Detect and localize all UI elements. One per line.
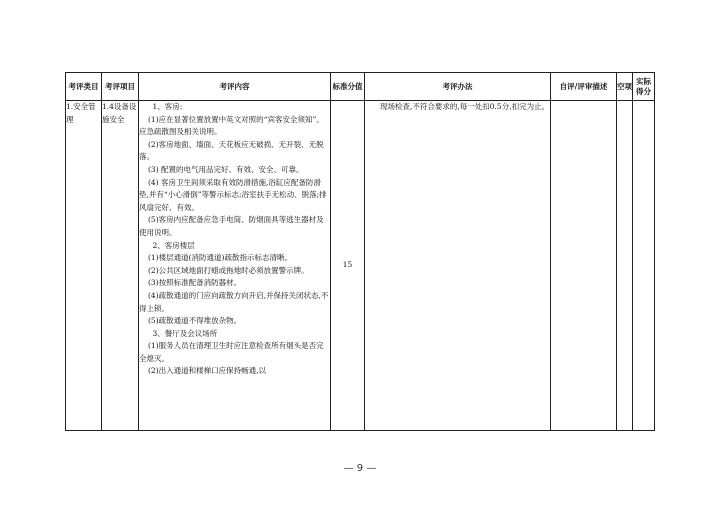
cell-category: 1.安全管理 <box>66 101 102 431</box>
header-item: 考评项目 <box>102 73 139 101</box>
cell-content <box>139 101 331 431</box>
cell-method <box>365 101 551 431</box>
header-actual: 实际得分 <box>633 73 655 101</box>
header-score: 标准分值 <box>331 73 365 101</box>
page-number: — 9 — <box>343 463 377 474</box>
method-text: 现场检查,不符合要求的,每一处扣0.5分,扣完为止。 <box>380 102 550 111</box>
header-blank: 空项 <box>617 73 633 101</box>
header-category: 考评类目 <box>66 73 102 101</box>
content-line: (3)按照标准配备消防器材。 <box>148 278 242 288</box>
content-line: (3) 配置的电气用品完好、有效、安全、可靠。 <box>148 164 304 174</box>
cell-score: 15 <box>331 101 365 431</box>
content-line: (5)客房内应配备应急手电筒、防烟面具等逃生器材及使用说明。 <box>139 215 324 237</box>
content-section-heading: 2、客房楼层 <box>152 240 195 250</box>
content-section-heading: 1、客房: <box>152 102 183 111</box>
content-line: (4)疏散通道的门应向疏散方向开启,并保持关闭状态,不得上锁。 <box>139 290 329 313</box>
cell-item: 1.4设备设施安全 <box>102 101 139 431</box>
content-line: (5)疏散通道不得堆放杂物。 <box>148 316 242 326</box>
cell-self-eval[interactable] <box>551 101 617 431</box>
evaluation-table <box>65 72 655 431</box>
content-line: (1)应在显著位置放置中英文对照的“宾客安全须知”、应急疏散图及相关说明。 <box>139 114 324 137</box>
content-list <box>139 101 330 378</box>
table-header-row <box>66 73 655 101</box>
content-line: (2)客房地面、墙面、天花板应无破损、无开裂、无脱落。 <box>139 139 324 162</box>
content-line: (2)出入通道和楼梯口应保持畅通,以 <box>148 366 267 376</box>
content-line: (1)楼层通道(消防通道)疏散指示标志清晰。 <box>148 253 292 263</box>
content-section-heading: 3、餐厅及会议场所 <box>152 328 218 338</box>
cell-actual[interactable] <box>633 101 655 431</box>
header-method: 考评办法 <box>365 73 551 101</box>
content-line: (4) 客房卫生间须采取有效防滑措施,浴缸应配备防滑垫,并有“小心滑倒”等警示标志;浴室扶手无松动、脱落;排风扇完好、有效。 <box>139 177 327 212</box>
header-content: 考评内容 <box>139 73 331 101</box>
cell-blank[interactable] <box>617 101 633 431</box>
header-self-eval: 自评/评审描述 <box>551 73 617 101</box>
content-line: (1)服务人员在清理卫生时应注意检查所有烟头是否完全熄灭。 <box>139 341 324 363</box>
table-row <box>66 101 655 431</box>
content-line: (2)公共区域地面打蜡或拖地时必须放置警示牌。 <box>148 265 309 275</box>
